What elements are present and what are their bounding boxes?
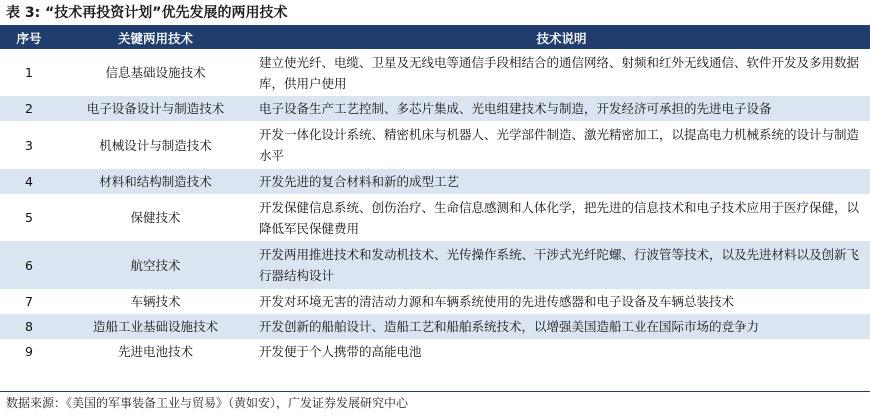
row-tech: 电子设备设计与制造技术 (58, 96, 253, 121)
table-row (0, 169, 870, 194)
table-row (0, 121, 870, 169)
table-row (0, 339, 870, 364)
row-tech: 造船工业基础设施技术 (58, 314, 253, 339)
row-desc: 电子设备生产工艺控制、多芯片集成、光电组建技术与制造，开发经济可承担的先进电子设备 (253, 96, 870, 121)
row-desc: 开发便于个人携带的高能电池 (259, 344, 422, 359)
row-desc: 开发保健信息系统、创伤治疗、生命信息感测和人体化学，把先进的信息技术和电子技术应用于医疗保健，以降低军民保健费用 (259, 199, 860, 236)
row-tech: 机械设计与制造技术 (99, 137, 212, 153)
header-no: 序号 (0, 27, 58, 49)
table-header-row (0, 27, 870, 49)
row-no: 5 (25, 210, 33, 225)
table-row (0, 289, 870, 314)
row-desc: 开发创新的船舶设计、造船工艺和船舶系统技术，以增强美国造船工业在国际市场的竞争力 (253, 314, 870, 339)
table-row (0, 194, 870, 241)
row-desc: 开发对环境无害的清洁动力源和车辆系统使用的先进传感器和电子设备及车辆总装技术 (259, 294, 735, 309)
table-bottom-rule (0, 391, 870, 392)
row-desc: 开发一体化设计系统、精密机床与机器人、光学部件制造、激光精密加工，以提高电力机械系统的设计与制造水平 (259, 127, 860, 163)
row-no: 4 (0, 169, 58, 194)
table-row (0, 49, 870, 96)
row-desc: 开发两用推进技术和发动机技术、光传操作系统、干涉式光纤陀螺、行波管等技术，以及先进材料以及创新飞行器结构设计 (253, 241, 870, 289)
row-no: 9 (25, 344, 33, 359)
row-tech: 材料和结构制造技术 (58, 169, 253, 194)
row-tech: 保健技术 (130, 210, 181, 225)
row-tech: 信息基础设施技术 (105, 65, 206, 80)
table-row (0, 241, 870, 289)
row-desc: 开发先进的复合材料和新的成型工艺 (253, 169, 870, 194)
row-no: 7 (25, 294, 33, 309)
row-no: 6 (0, 241, 58, 289)
row-no: 3 (25, 137, 33, 153)
row-tech: 航空技术 (58, 241, 253, 289)
row-no: 1 (25, 65, 33, 80)
header-desc: 技术说明 (253, 27, 870, 49)
table-row (0, 96, 870, 121)
row-tech: 车辆技术 (130, 294, 181, 309)
row-no: 8 (0, 314, 58, 339)
row-tech: 先进电池技术 (117, 344, 193, 359)
table-caption: 表 3: “技术再投资计划”优先发展的两用技术 (6, 5, 288, 21)
row-desc: 建立使光纤、电缆、卫星及无线电等通信手段相结合的通信网络、射频和红外无线通信、软件开发及多用数据库，供用户使用 (259, 54, 860, 91)
dual-use-tech-table (0, 27, 870, 364)
data-source-note: 数据来源：《美国的军事装备工业与贸易》（黄如安），广发证券发展研究中心 (6, 396, 409, 410)
row-no: 2 (0, 96, 58, 121)
table-row (0, 314, 870, 339)
header-tech: 关键两用技术 (58, 27, 253, 49)
